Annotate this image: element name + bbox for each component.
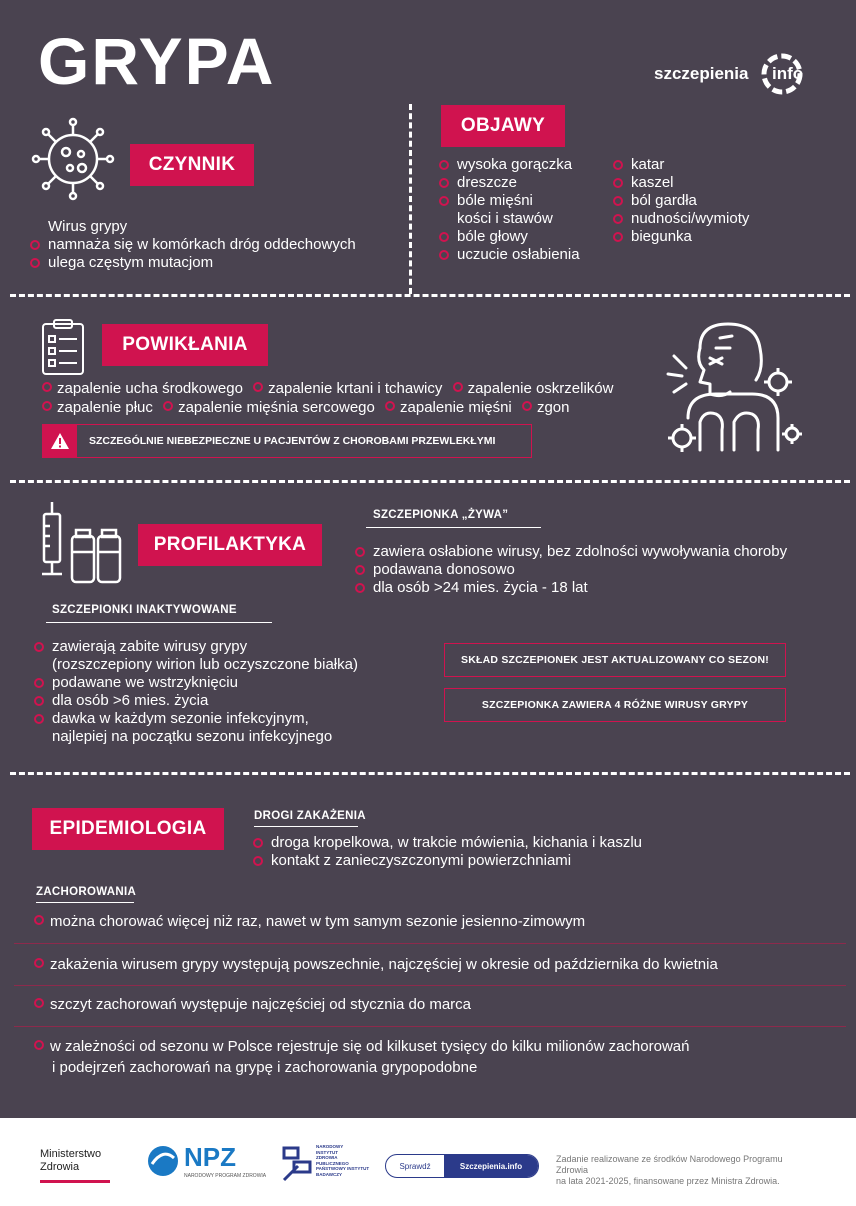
list-item: dla osób >6 mies. życia <box>34 692 358 710</box>
drogi-heading-underline <box>254 826 358 827</box>
objawy-list-1 <box>439 156 580 264</box>
drogi-heading: DROGI ZAKAŻENIA <box>254 810 366 822</box>
info-box-update: SKŁAD SZCZEPIONEK JEST AKTUALIZOWANY CO SEZON! <box>444 643 786 677</box>
brand-logo[interactable] <box>654 52 824 96</box>
virus-icon <box>30 116 116 202</box>
bullet-icon <box>453 382 463 392</box>
funding-note-line: na lata 2021-2025, finansowane przez Ministra Zdrowia. <box>556 1176 780 1186</box>
pzh-logo[interactable] <box>280 1144 370 1188</box>
list-item: (rozszczepiony wirion lub oczyszczone białka) <box>52 656 358 673</box>
objawy-list-2 <box>613 156 749 246</box>
row-text: można chorować więcej niż raz, nawet w tym samym sezonie jesienno-zimowym <box>50 913 586 930</box>
zachorowania-row <box>34 1037 689 1057</box>
section-divider-vertical <box>409 104 412 294</box>
zachorowania-row <box>34 955 718 975</box>
bullet-icon <box>42 401 52 411</box>
list-item: ulega częstym mutacjom <box>30 254 356 272</box>
sick-person-icon <box>660 318 805 458</box>
pzh-line: PAŃSTWOWY INSTYTUT <box>316 1166 370 1171</box>
profilaktyka-label: PROFILAKTYKA <box>138 524 322 566</box>
objawy-label: OBJAWY <box>441 105 565 147</box>
brand-text-info: info <box>772 64 804 83</box>
funding-note <box>556 1154 806 1187</box>
list-item: zawierają zabite wirusy grypy <box>34 638 358 656</box>
zachorowania-heading-underline <box>36 902 134 903</box>
bullet-icon <box>253 382 263 392</box>
section-divider <box>10 480 850 483</box>
bullet-icon <box>34 958 44 968</box>
list-item: dla osób >24 mies. życia - 18 lat <box>355 579 787 597</box>
epidemiologia-label: EPIDEMIOLOGIA <box>32 808 224 850</box>
zachorowania-heading: ZACHOROWANIA <box>36 886 137 898</box>
list-item: biegunka <box>613 228 749 246</box>
list-item: zgon <box>536 399 570 416</box>
sprawdz-link[interactable] <box>385 1154 539 1178</box>
bullet-icon <box>34 998 44 1008</box>
row-text: szczyt zachorowań występuje najczęściej od stycznia do marca <box>50 996 472 1013</box>
list-item: dawka w każdym sezonie infekcyjnym, <box>34 710 358 728</box>
list-item: droga kropelkowa, w trakcie mówienia, kichania i kaszlu <box>253 834 642 852</box>
ministry-name-1: Ministerstwo <box>40 1148 102 1160</box>
info-box-strains: SZCZEPIONKA ZAWIERA 4 RÓŻNE WIRUSY GRYPY <box>444 688 786 722</box>
list-item: nudności/wymioty <box>613 210 749 228</box>
zachorowania-row-continued: i podejrzeń zachorowań na grypę i zachorowania grypopodobne <box>52 1059 478 1076</box>
list-item: podawane we wstrzyknięciu <box>34 674 358 692</box>
npz-logo[interactable] <box>146 1140 267 1184</box>
pzh-line: BADAWCZY <box>316 1171 342 1177</box>
row-text: w zależności od sezonu w Polsce rejestruje się od kilkuset tysięcy do kilku milionów zachorowań <box>50 1038 690 1055</box>
list-item: uczucie osłabienia <box>439 246 580 264</box>
pzh-emblem-icon <box>280 1144 314 1184</box>
npz-subtext: NARODOWY PROGRAM ZDROWIA <box>184 1173 267 1179</box>
sprawdz-site: Szczepienia.info <box>444 1155 538 1177</box>
bullet-icon <box>42 382 52 392</box>
zywa-list <box>355 543 787 597</box>
pzh-text <box>316 1144 369 1177</box>
warning-box <box>42 424 532 458</box>
list-item: dreszcze <box>439 174 580 192</box>
czynnik-list <box>30 236 356 272</box>
list-item: katar <box>613 156 749 174</box>
powiklania-row-2 <box>42 399 569 417</box>
bullet-icon <box>385 401 395 411</box>
zachorowania-row <box>34 995 471 1015</box>
ministry-name-2: Zdrowia <box>40 1161 80 1173</box>
pzh-line: INSTYTUT <box>316 1149 338 1155</box>
list-item: kości i stawów <box>457 210 553 227</box>
zywa-heading-underline <box>366 527 541 528</box>
list-item: zapalenie płuc <box>57 399 153 416</box>
list-item: zapalenie mięśnia sercowego <box>178 399 375 416</box>
row-divider <box>14 943 846 944</box>
npz-text: NPZ <box>184 1142 236 1172</box>
list-item: ból gardła <box>613 192 749 210</box>
list-item: najlepiej na początku sezonu infekcyjnego <box>52 728 333 745</box>
list-item: kontakt z zanieczyszczonymi powierzchniami <box>253 852 642 870</box>
bullet-icon <box>163 401 173 411</box>
syringe-vials-icon <box>36 500 128 584</box>
list-item: zapalenie krtani i tchawicy <box>268 380 443 397</box>
pzh-line: PUBLICZNEGO <box>316 1160 349 1166</box>
zachorowania-row <box>34 912 585 932</box>
clipboard-icon <box>40 318 86 376</box>
list-item: wysoka gorączka <box>439 156 580 174</box>
npz-swirl-icon <box>146 1144 180 1178</box>
pzh-line: NARODOWY <box>316 1144 344 1149</box>
ministry-flag <box>40 1178 110 1183</box>
list-item: zapalenie mięśni <box>400 399 512 416</box>
funding-note-line: Zadanie realizowane ze środków Narodowego Programu Zdrowia <box>556 1154 783 1175</box>
sprawdz-label: Sprawdź <box>399 1161 431 1171</box>
section-divider <box>10 772 850 775</box>
warning-icon <box>43 425 77 457</box>
list-item: zawiera osłabione wirusy, bez zdolności wywoływania choroby <box>355 543 787 561</box>
section-divider <box>10 294 850 297</box>
czynnik-label: CZYNNIK <box>130 144 254 186</box>
bullet-icon <box>34 1040 44 1050</box>
list-item: namnaża się w komórkach dróg oddechowych <box>30 236 356 254</box>
footer <box>0 1118 856 1206</box>
list-item: zapalenie oskrzelików <box>467 380 614 397</box>
warning-text: SZCZEGÓLNIE NIEBEZPIECZNE U PACJENTÓW Z CHOROBAMI PRZEWLEKŁYMI <box>89 435 496 447</box>
list-item: zapalenie ucha środkowego <box>57 380 243 397</box>
list-item: bóle głowy <box>439 228 580 246</box>
brand-text: szczepienia <box>654 64 749 83</box>
zywa-heading: SZCZEPIONKA „ŻYWA” <box>373 509 509 521</box>
inaktywowane-heading: SZCZEPIONKI INAKTYWOWANE <box>52 604 237 616</box>
list-item: bóle mięśni <box>439 192 580 210</box>
inaktywowane-heading-underline <box>46 622 272 623</box>
powiklania-row-1 <box>42 380 613 398</box>
row-divider <box>14 1026 846 1027</box>
ministry-logo[interactable] <box>40 1148 110 1183</box>
drogi-list <box>253 834 642 870</box>
list-item: kaszel <box>613 174 749 192</box>
inaktywowane-list <box>34 638 358 746</box>
row-text: zakażenia wirusem grypy występują powszechnie, najczęściej w okresie od października do kwietnia <box>50 956 718 973</box>
page-title: GRYPA <box>38 24 276 98</box>
czynnik-intro: Wirus grypy <box>48 218 128 235</box>
pzh-line: ZDROWIA <box>316 1155 338 1160</box>
bullet-icon <box>522 401 532 411</box>
bullet-icon <box>34 915 44 925</box>
list-item: podawana donosowo <box>355 561 787 579</box>
row-divider <box>14 985 846 986</box>
powiklania-label: POWIKŁANIA <box>102 324 268 366</box>
